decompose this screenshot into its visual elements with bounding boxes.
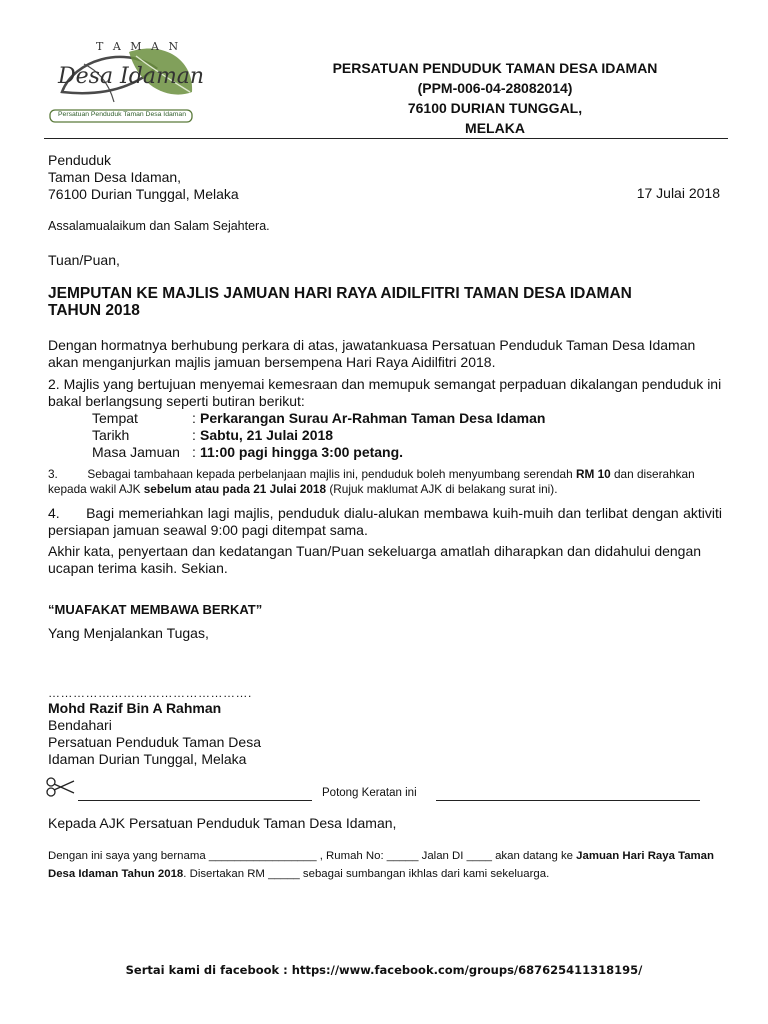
detail-label: Tempat: [92, 410, 138, 426]
signer-name: Mohd Razif Bin A Rahman: [48, 700, 222, 716]
paragraph-1: Dengan hormatnya berhubung perkara di atas, jawatankuasa Persatuan Penduduk Taman Desa Idaman akan menganjurkan majlis jamuan bersempena Hari Raya Aidilfitri 2018.: [48, 337, 696, 370]
detail-value: 11:00 pagi hingga 3:00 petang.: [200, 444, 404, 460]
cut-label: Potong Keratan ini: [322, 787, 417, 799]
event-details: [92, 410, 545, 461]
paragraph-4: 4. Bagi memeriahkan lagi majlis, penduduk dialu-alukan membawa kuih-muih dan terlibat dengan aktiviti persiapan jamuan seawal 9:00 pagi ditempat sama.: [48, 505, 726, 538]
letter-title: JEMPUTAN KE MAJLIS JAMUAN HARI RAYA AIDILFITRI TAMAN DESA IDAMAN TAHUN 2018: [48, 285, 632, 319]
detail-row: Masa Jamuan : 11:00 pagi hingga 3:00 petang.: [92, 444, 404, 460]
recipient-address: [48, 152, 239, 203]
reply-form-text: Dengan ini saya yang bernama _________________ , Rumah No: _____ Jalan DI ____ akan datang ke Jamuan Hari Raya Taman Desa Idaman Tahun 2018. Disertakan RM _____ sebagai sumbangan ikhlas dari kami sekeluarga.: [48, 850, 714, 880]
facebook-footer: Sertai kami di facebook : https://www.facebook.com/groups/687625411318195/: [125, 963, 643, 977]
recipient-line: 76100 Durian Tunggal, Melaka: [48, 186, 239, 202]
logo-top-text: T A M A N: [96, 40, 182, 53]
paragraph-5: Akhir kata, penyertaan dan kedatangan Tuan/Puan sekeluarga amatlah diharapkan dan didahului dengan ucapan terima kasih. Sekian.: [48, 543, 702, 576]
signer-org: Persatuan Penduduk Taman Desa: [48, 734, 261, 750]
letter-date: 17 Julai 2018: [636, 185, 720, 201]
detail-value: Sabtu, 21 Julai 2018: [200, 427, 334, 443]
signer-position: Bendahari: [48, 717, 112, 733]
detail-row: Tempat : Perkarangan Surau Ar-Rahman Taman Desa Idaman: [92, 410, 546, 426]
org-address-line2: MELAKA: [465, 120, 525, 136]
motto: “MUAFAKAT MEMBAWA BERKAT”: [48, 602, 263, 617]
org-reg-no: (PPM-006-04-28082014): [417, 80, 573, 96]
logo-ribbon-text: Persatuan Penduduk Taman Desa Idaman: [58, 111, 186, 118]
reply-recipient: Kepada AJK Persatuan Penduduk Taman Desa Idaman,: [48, 815, 397, 831]
signer-org: Idaman Durian Tunggal, Melaka: [48, 751, 247, 767]
paragraph-3: 3. Sebagai tambahaan kepada perbelanjaan majlis ini, penduduk boleh menyumbang serendah RM 10 dan diserahkan kepada wakil AJK sebelum atau pada 21 Julai 2018 (Rujuk maklumat AJK di belakang surat ini).: [48, 467, 695, 496]
recipient-line: Penduduk: [48, 152, 112, 168]
greeting: Assalamualaikum dan Salam Sejahtera.: [48, 219, 270, 233]
detail-row: Tarikh : Sabtu, 21 Julai 2018: [92, 427, 334, 443]
paragraph-number: 3.: [48, 467, 58, 481]
org-name: PERSATUAN PENDUDUK TAMAN DESA IDAMAN: [332, 60, 658, 76]
detail-label: Masa Jamuan: [92, 444, 180, 460]
event-name: Jamuan Hari Raya Taman Desa Idaman Tahun 2018: [48, 850, 714, 880]
cut-line-left: [78, 800, 312, 801]
contribution-deadline: sebelum atau pada 21 Julai 2018: [143, 482, 327, 496]
signer-block: [48, 700, 261, 768]
detail-label: Tarikh: [92, 427, 130, 443]
cut-line-right: [436, 800, 700, 801]
logo-script-text: Desa Idaman: [58, 64, 205, 89]
association-logo: [44, 40, 205, 126]
contribution-amount: RM 10: [575, 467, 611, 481]
recipient-line: Taman Desa Idaman,: [48, 169, 182, 185]
scissors-icon: [44, 775, 78, 799]
org-address-line1: 76100 DURIAN TUNGGAL,: [407, 100, 583, 116]
detail-value: Perkarangan Surau Ar-Rahman Taman Desa Idaman: [200, 410, 546, 426]
paragraph-2: 2. Majlis yang bertujuan menyemai kemesraan dan memupuk semangat perpaduan dikalangan penduduk ini bakal berlangsung seperti butiran berikut:: [48, 376, 722, 409]
closing-line: Yang Menjalankan Tugas,: [48, 625, 209, 641]
header-divider: [44, 138, 728, 139]
salutation: Tuan/Puan,: [48, 252, 120, 268]
signature-line: ………………………………………….: [48, 686, 252, 700]
